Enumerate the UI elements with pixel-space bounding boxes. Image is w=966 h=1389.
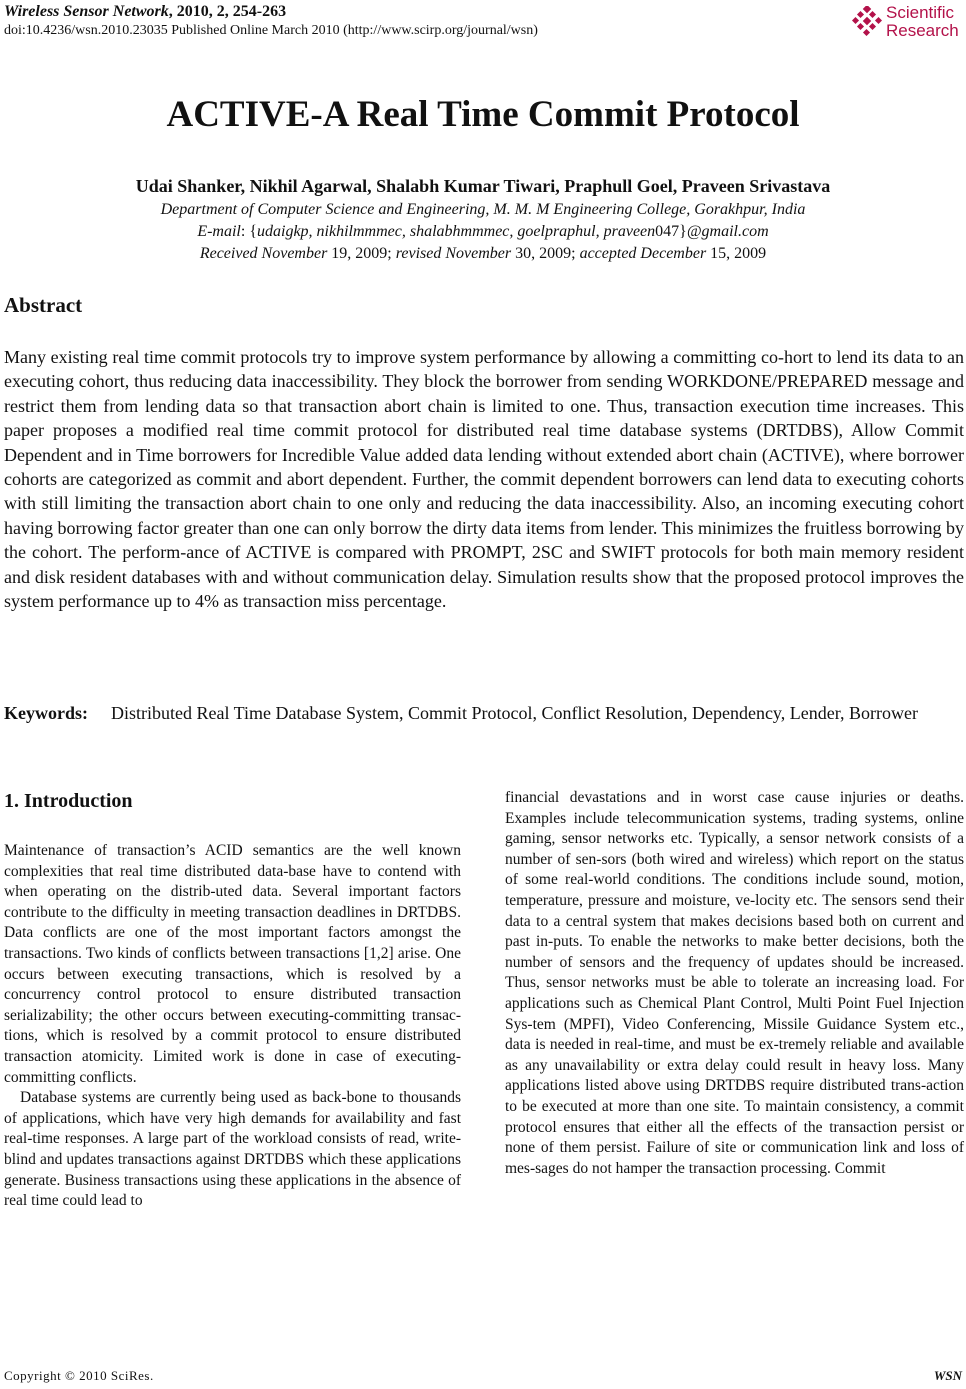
publisher-logo: [852, 2, 964, 44]
submission-dates: [0, 244, 966, 264]
email-digits: 047}: [655, 223, 687, 240]
intro-paragraph-1: Maintenance of transaction’s ACID semantics are the well known complexities that real time distributed data-base have to contend with when operating on the distrib-uted data. Several important factors contribute to the difficulty in meeting transaction deadlines in DRTDBS. Data conflicts are one of the most important factors amongst the transactions. Two kinds of conflicts between transactions [1,2] arise. One occurs between executing transactions, which is resolved by a concurrency control protocol to ensure distributed transaction serializability; the other occurs between executing-committing transac-tions, which is resolved by a commit protocol to ensure distributed transaction atomicity. Limited work is done in case of executing-committing conflicts.: [4, 842, 461, 1086]
journal-volume-pages: , 2010, 2, 254-263: [168, 3, 287, 20]
journal-header: [4, 2, 724, 40]
abstract-heading: Abstract: [4, 293, 83, 317]
revised-label: revised November: [395, 245, 512, 262]
email-users: udaigkp, nikhilmmmec, shalabhmmmec, goelpraphul, praveen: [257, 223, 656, 240]
journal-citation: [4, 2, 724, 22]
paper-title: ACTIVE-A Real Time Commit Protocol: [166, 94, 800, 135]
scientific-research-logo-icon: [852, 6, 882, 36]
journal-abbreviation: WSN: [933, 1368, 962, 1383]
copyright-footer: Copyright © 2010 SciRes.: [4, 1368, 154, 1383]
journal-name: Wireless Sensor Network: [4, 3, 169, 20]
left-column: [4, 841, 461, 1212]
keywords-text: Distributed Real Time Database System, Commit Protocol, Conflict Resolution, Dependency, Lender, Borrower: [111, 703, 918, 723]
section-heading-introduction: 1. Introduction: [4, 790, 133, 812]
email-separator: : {: [240, 223, 257, 240]
logo-wordmark: [886, 4, 959, 40]
intro-paragraph-3: financial devastations and in worst case cause injuries or deaths. Examples include telecommunication systems, trading systems, online gaming, sensor networks etc. Typically, a sensor network consists of a number of sen-sors (both wired and wireless) which report on the status of some real-world conditions. The conditions include sound, motion, temperature, pressure and moisture, ve-locity etc. The sensors send their data to a central system that makes decisions based both on current and past in-puts. To enable the networks to make better decisions, both the number of sensors and the frequency of updates should be increased. Thus, sensor networks must be able to tolerate an increasing load. For applications such as Chemical Plant Control, Multi Point Fuel Injection Sys-tem (MPFI), Video Conferencing, Missile Guidance System etc., data is needed in real-time, and must be ex-tremely reliable and available as any unavailability or extra delay could result in heavy loss. Many applications listed above using DRTDBS require distributed trans-action to be executed at more than one site. To maintain consistency, a commit protocol ensures that either all the effects of the transaction persist or none of them persist. Failure of site or communication link and loss of mes-sages do not hamper the transaction processing. Commit: [505, 789, 964, 1177]
doi-line: doi:10.4236/wsn.2010.23035 Published Online March 2010 (http://www.scirp.org/journal/wsn): [4, 23, 538, 38]
abstract-text: Many existing real time commit protocols try to improve system performance by allowing a committing co-hort to lend its data to an executing cohort, thus reducing data inaccessibility. They block the borrower from sending WORKDONE/PREPARED message and restrict them from lending data so that transaction abort chain is limited to one. Thus, transaction execution time increases. This paper proposes a modified real time commit protocol for distributed real time database systems (DRTDBS), Allow Commit Dependent and in Time borrowers for Incredible Value added data lending without extended abort chain (ACTIVE), where borrower cohorts are categorized as commit and abort dependent. Further, the commit dependent borrowers can lend data to executing cohorts with still limiting the transaction abort chain to one only and reducing the data inaccessibility. Also, an incoming executing cohort having borrowing factor greater than one can only borrow the dirty data items from lender. This minimizes the fruitless borrowing by the cohort. The perform-ance of ACTIVE is compared with PROMPT, 2SC and SWIFT protocols for both main memory resident and disk resident databases with and without communication delay. Simulation results show that the proposed protocol improves the system performance up to 4% as transaction miss percentage.: [4, 347, 964, 612]
accepted-label: accepted December: [579, 245, 707, 262]
received-date: 19, 2009;: [327, 245, 396, 262]
email-line: [0, 222, 966, 242]
accepted-date: 15, 2009: [706, 245, 767, 262]
keywords: [4, 701, 964, 726]
logo-line-2: Research: [886, 21, 959, 40]
right-column: [505, 788, 964, 1179]
email-label: E-mail: [197, 223, 241, 240]
intro-paragraph-2: Database systems are currently being used as back-bone to thousands of applications, which have very high demands for availability and fast real-time responses. A large part of the workload consists of read, write-blind and updates transactions against DRTDBS which these applications generate. Business transactions using these applications in the absence of real time could lead to: [4, 1089, 461, 1210]
affiliation: Department of Computer Science and Engineering, M. M. M Engineering College, Gorakhpur, India: [160, 201, 806, 218]
author-list: Udai Shanker, Nikhil Agarwal, Shalabh Kumar Tiwari, Praphull Goel, Praveen Srivastava: [135, 176, 831, 196]
email-domain: @gmail.com: [686, 223, 769, 240]
logo-line-1: Scientific: [886, 3, 955, 22]
keywords-label: Keywords:: [4, 703, 88, 723]
received-label: Received November: [199, 245, 328, 262]
revised-date: 30, 2009;: [511, 245, 580, 262]
